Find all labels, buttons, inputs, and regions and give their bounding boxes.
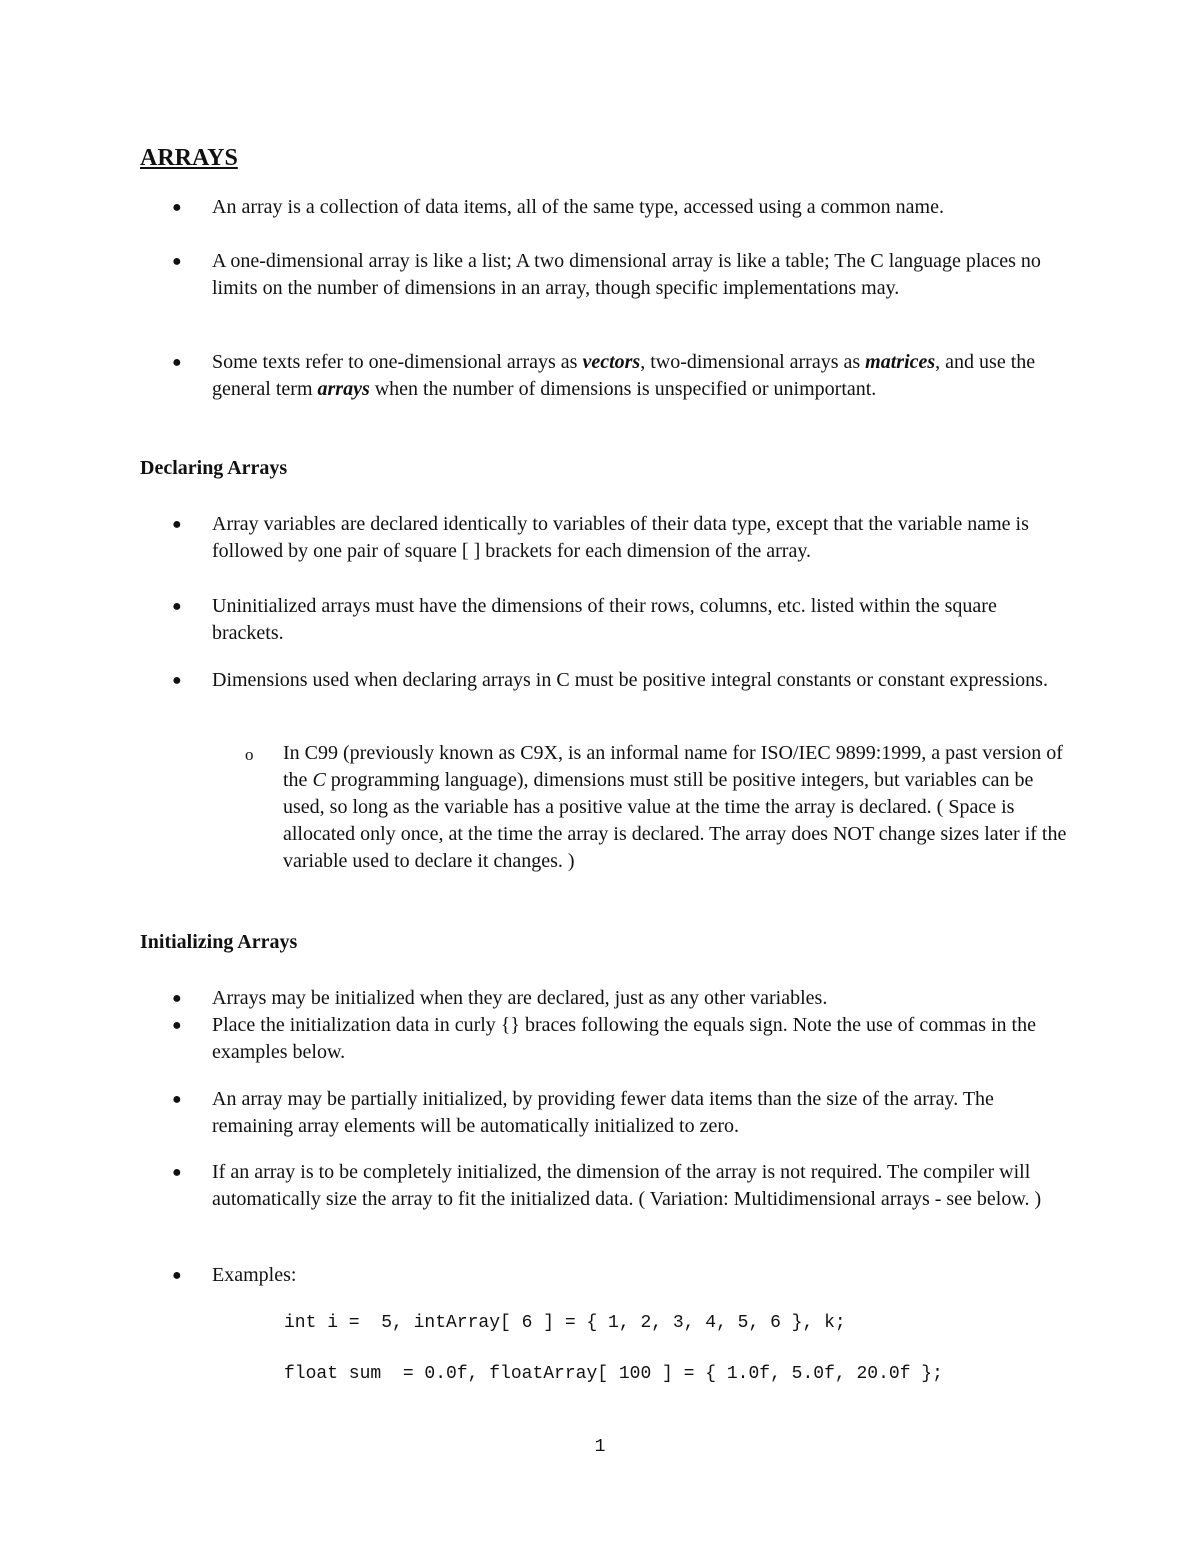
bullet-icon: ● [172, 1017, 182, 1034]
bullet-icon: ● [172, 253, 182, 270]
text-run: Some texts refer to one-dimensional arrays as [212, 351, 583, 373]
page-number: 1 [594, 1437, 606, 1457]
list-item-text: Array variables are declared identically to variables of their data type, except that the variable name is followed by one pair of square [ ] brackets for each dimension of the array. [212, 513, 1029, 562]
list-item-text: A one-dimensional array is like a list; A two dimensional array is like a table; The C language places no limits on the number of dimensions in an array, though specific implementations may. [212, 250, 1041, 299]
code-example: float sum = 0.0f, floatArray[ 100 ] = { 1.0f, 5.0f, 20.0f }; [284, 1364, 943, 1384]
bullet-icon: ● [172, 672, 182, 689]
emphasis-vectors: vectors [582, 351, 641, 373]
text-run: In C99 (previously known as C9X, is an informal name for ISO/IEC 9899:1999, a past version of the [283, 742, 1063, 791]
bullet-icon: ● [172, 199, 182, 216]
bullet-icon: ● [172, 1267, 182, 1284]
list-item-text: Arrays may be initialized when they are declared, just as any other variables. [212, 987, 828, 1009]
section-heading-initializing: Initializing Arrays [140, 931, 298, 953]
bullet-icon: ● [172, 990, 182, 1007]
text-run: , two-dimensional arrays as [640, 351, 866, 373]
code-example: int i = 5, intArray[ 6 ] = { 1, 2, 3, 4, 5, 6 }, k; [284, 1313, 846, 1333]
list-item-text: An array may be partially initialized, by providing fewer data items than the size of the array. The remaining array elements will be automatically initialized to zero. [212, 1088, 994, 1137]
list-item-text: Examples: [212, 1264, 297, 1286]
emphasis-matrices: matrices [865, 351, 936, 373]
bullet-icon: ● [172, 598, 182, 615]
section-heading-declaring: Declaring Arrays [140, 457, 288, 479]
emphasis-arrays: arrays [317, 378, 370, 400]
bullet-icon: ● [172, 354, 182, 371]
list-item-text: Uninitialized arrays must have the dimensions of their rows, columns, etc. listed within the square brackets. [212, 595, 997, 644]
text-run: when the number of dimensions is unspecified or unimportant. [369, 378, 877, 400]
list-item-text: An array is a collection of data items, all of the same type, accessed using a common name. [212, 196, 944, 218]
emphasis-c: C [312, 769, 326, 791]
sub-list-item-text [283, 740, 1073, 875]
list-item-text: Dimensions used when declaring arrays in C must be positive integral constants or constant expressions. [212, 669, 1048, 691]
bullet-icon: ● [172, 1164, 182, 1181]
page-title: ARRAYS [140, 145, 238, 171]
list-item-text [212, 349, 1072, 403]
text-run: , and use the general term [212, 351, 1036, 400]
bullet-icon: ● [172, 1091, 182, 1108]
list-item-text: Place the initialization data in curly {} braces following the equals sign. Note the use of commas in the examples below. [212, 1014, 1036, 1063]
text-run: programming language), dimensions must still be positive integers, but variables can be used, so long as the variable has a positive value at the time the array is declared. ( Space is allocated only once, at the time the array is declared. The array does NOT change sizes later if the variable used to declare it changes. ) [283, 769, 1067, 872]
bullet-icon: ● [172, 516, 182, 533]
list-item-text: If an array is to be completely initialized, the dimension of the array is not required. The compiler will automatically size the array to fit the initialized data. ( Variation: Multidimensional arrays - see below. ) [212, 1161, 1042, 1210]
circle-bullet-icon: o [245, 745, 254, 764]
